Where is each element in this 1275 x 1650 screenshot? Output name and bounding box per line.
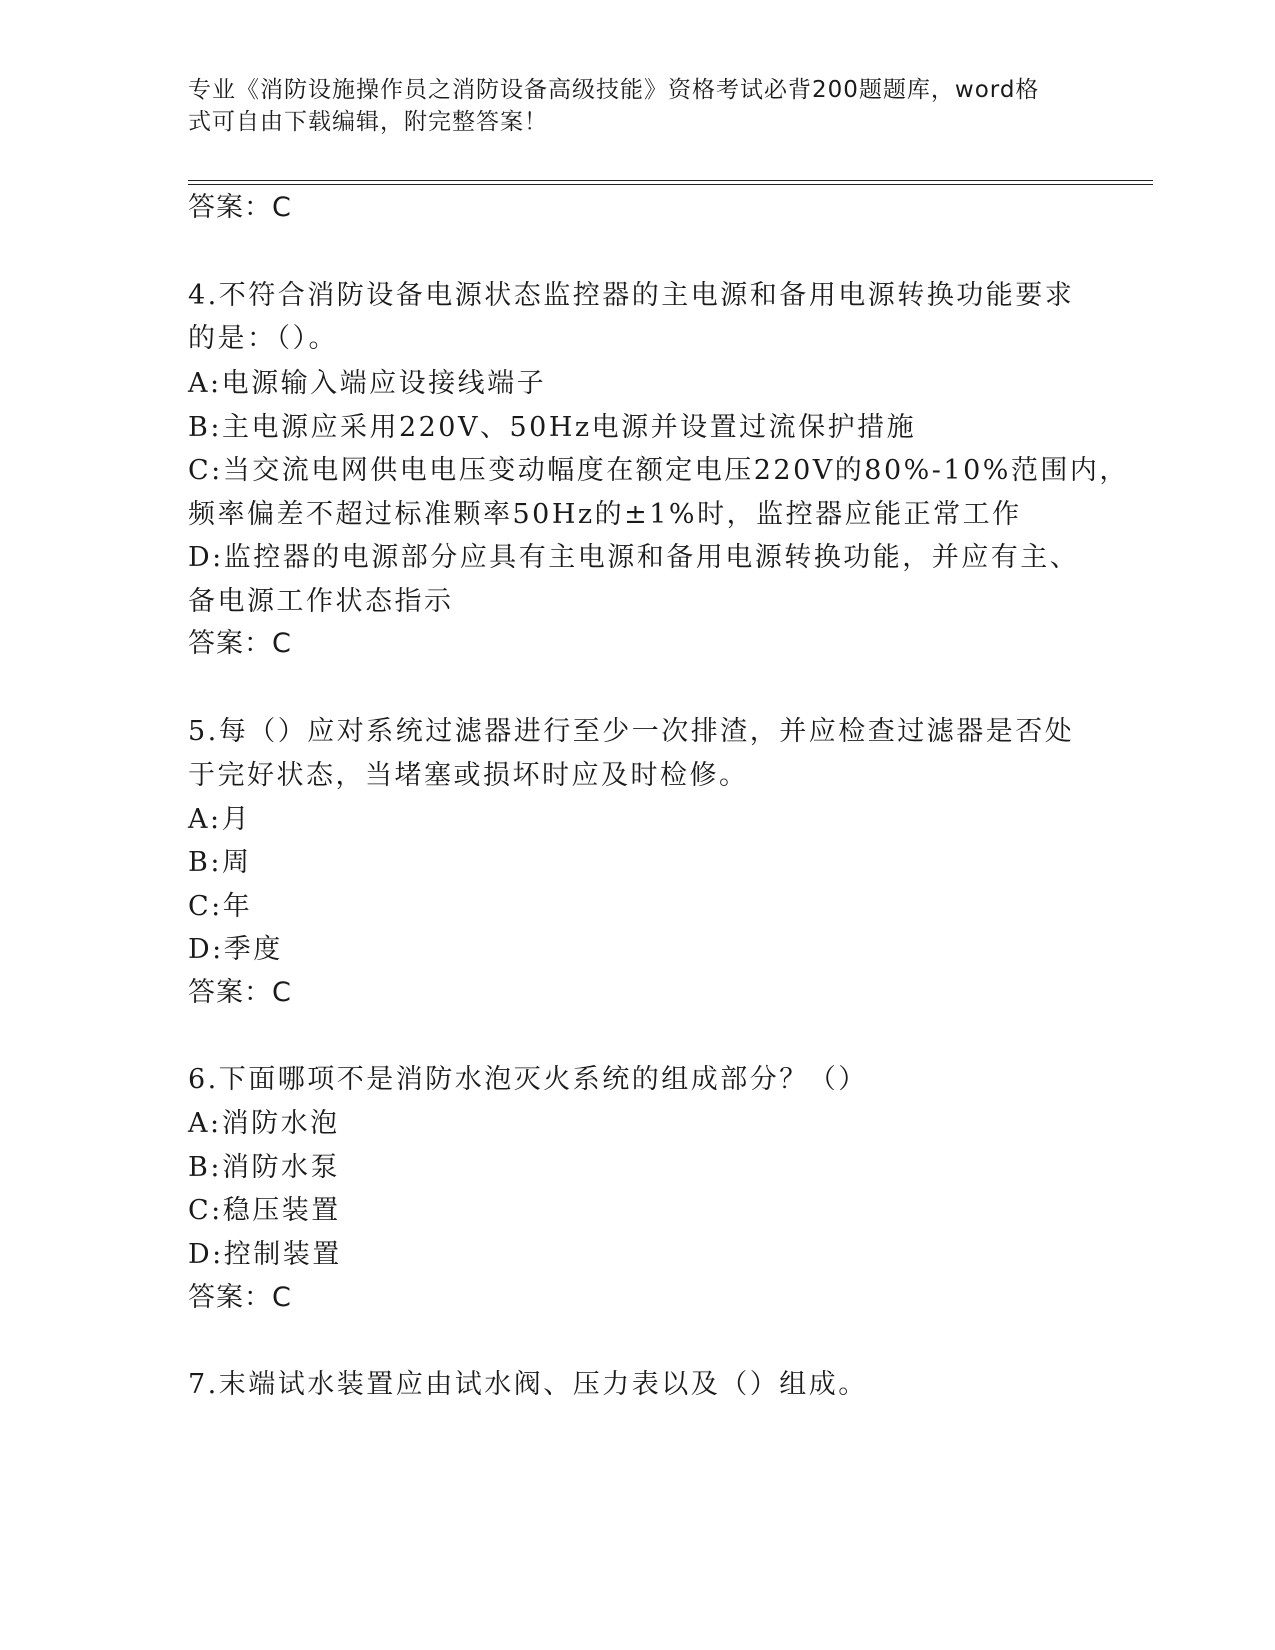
- question-6-option-b: B:消防水泵: [188, 1152, 340, 1183]
- question-5-answer: 答案：C: [188, 977, 292, 1008]
- header-line-1: 专业《消防设施操作员之消防设备高级技能》资格考试必背200题题库，word格: [188, 77, 1040, 103]
- question-6-option-d: D:控制装置: [188, 1239, 342, 1270]
- question-5-option-a: A:月: [188, 804, 252, 835]
- question-6-option-a: A:消防水泡: [188, 1108, 340, 1139]
- answer-line: 答案：C: [188, 192, 292, 223]
- question-6-answer: 答案：C: [188, 1282, 292, 1313]
- question-5-option-c: C:年: [188, 891, 253, 922]
- question-4-option-d-line-1: D:监控器的电源部分应具有主电源和备用电源转换功能，并应有主、: [188, 542, 1080, 573]
- question-4-option-a: A:电源输入端应设接线端子: [188, 368, 547, 399]
- question-4-option-c-line-2: 频率偏差不超过标准颗率50Hz的±1%时，监控器应能正常工作: [188, 499, 1022, 530]
- document-header: [188, 74, 1068, 138]
- question-5-option-d: D:季度: [188, 934, 283, 965]
- header-divider-top: [188, 180, 1153, 181]
- question-5-stem-line-2: 于完好状态，当堵塞或损坏时应及时检修。: [188, 760, 749, 791]
- header-line-2: 式可自由下载编辑，附完整答案！: [188, 109, 548, 135]
- question-5-option-b: B:周: [188, 847, 252, 878]
- question-7-stem: 7.末端试水装置应由试水阀、压力表以及（）组成。: [188, 1369, 868, 1400]
- question-4-option-b: B:主电源应采用220V、50Hz电源并设置过流保护措施: [188, 412, 917, 443]
- question-5-stem-line-1: 5.每（）应对系统过滤器进行至少一次排渣，并应检查过滤器是否处: [188, 716, 1075, 747]
- question-4-stem-line-1: 4.不符合消防设备电源状态监控器的主电源和备用电源转换功能要求: [188, 280, 1075, 311]
- header-divider-bottom: [188, 184, 1153, 185]
- question-6-option-c: C:稳压装置: [188, 1195, 341, 1226]
- question-4-answer: 答案：C: [188, 628, 292, 659]
- question-4-stem-line-2: 的是：（）。: [188, 323, 338, 354]
- question-4-option-c-line-1: C:当交流电网供电电压变动幅度在额定电压220V的80%-10%范围内，: [188, 455, 1129, 486]
- question-6-stem: 6.下面哪项不是消防水泡灭火系统的组成部分？（）: [188, 1064, 868, 1095]
- question-4-option-d-line-2: 备电源工作状态指示: [188, 586, 454, 617]
